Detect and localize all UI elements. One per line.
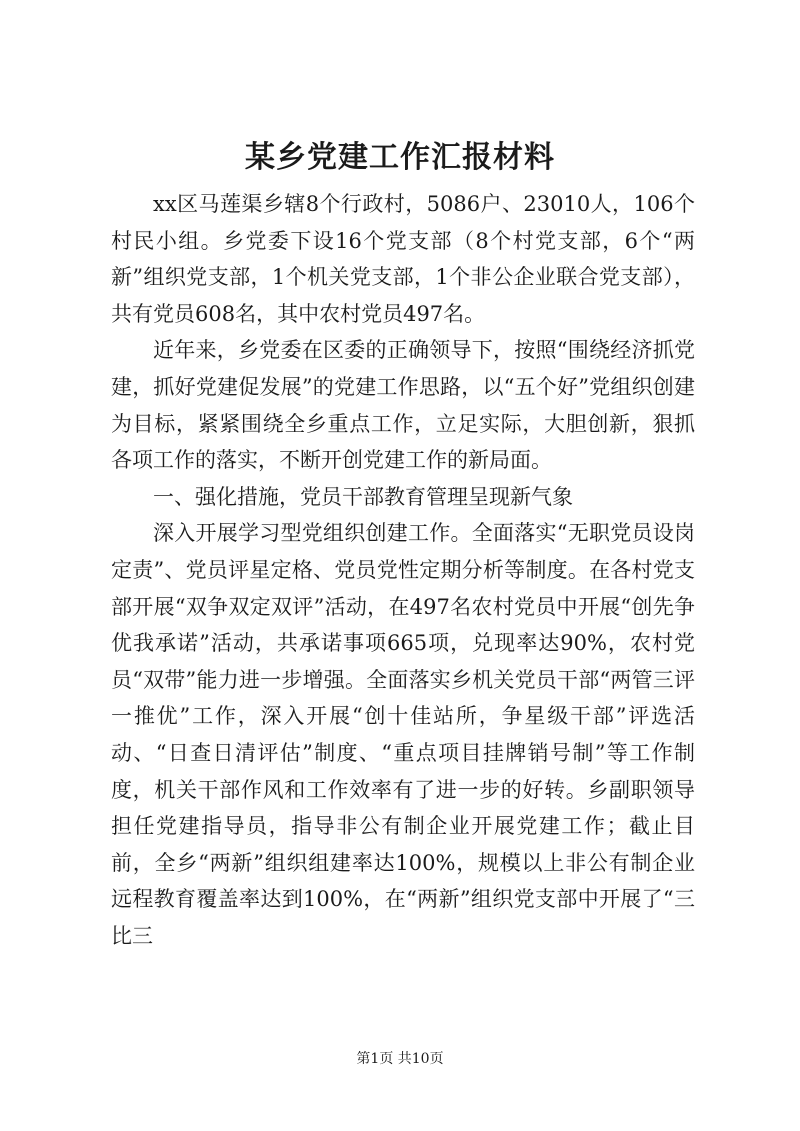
- paragraph: 深入开展学习型党组织创建工作。全面落实“无职党员设岗定责”、党员评星定格、党员党性定期分析等制度。在各村党支部开展“双争双定双评”活动，在497名农村党员中开展“创先争优我承诺”活动，共承诺事项665项，兑现率达90%，农村党员“双带”能力进一步增强。全面落实乡机关党员干部“两管三评一推优”工作，深入开展“创十佳站所，争星级干部”评选活动、“日查日清评估”制度、“重点项目挂牌销号制”等工作制度，机关干部作风和工作效率有了进一步的好转。乡副职领导担任党建指导员，指导非公有制企业开展党建工作；截止目前，全乡“两新”组织组建率达100%，规模以上非公有制企业远程教育覆盖率达到100%，在“两新”组织党支部中开展了“三比三: [111, 521, 695, 948]
- paragraph: 近年来，乡党委在区委的正确领导下，按照“围绕经济抓党建，抓好党建促发展”的党建工作思路，以“五个好”党组织创建为目标，紧紧围绕全乡重点工作，立足实际，大胆创新，狠抓各项工作的落实，不断开创党建工作的新局面。: [111, 338, 695, 473]
- document-title: 某乡党建工作汇报材料: [245, 140, 555, 175]
- page-footer: 第1页 共10页: [356, 1051, 444, 1067]
- document-body: [111, 186, 695, 954]
- section-heading: 一、强化措施，党员干部教育管理呈现新气象: [153, 484, 573, 509]
- paragraph: xx区马莲渠乡辖8个行政村，5086户、23010人，106个村民小组。乡党委下设16个党支部（8个村党支部，6个“两新”组织党支部，1个机关党支部，1个非公企业联合党支部），共有党员608名，其中农村党员497名。: [111, 192, 695, 326]
